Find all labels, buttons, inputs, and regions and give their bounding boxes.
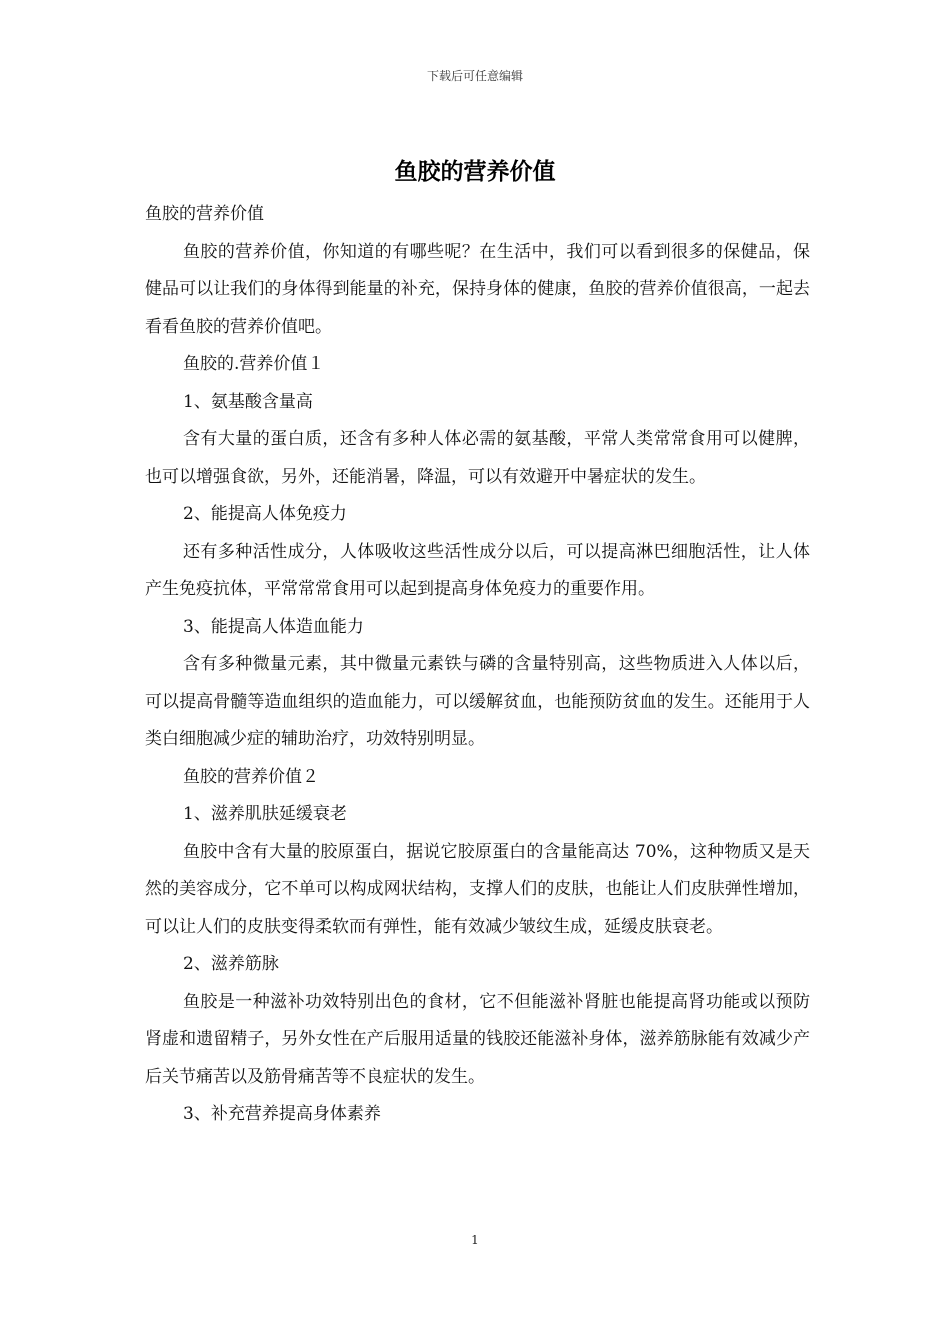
document-title: 鱼胶的营养价值 (394, 158, 556, 185)
subheading-hematopoiesis: 3、能提高人体造血能力 (183, 616, 364, 637)
subheading-tendons: 2、滋养筋脉 (183, 954, 279, 974)
subheading-amino-acid: 1、氨基酸含量高 (183, 391, 313, 412)
paragraph-hematopoiesis: 含有多种微量元素，其中微量元素铁与磷的含量特别高，这些物质进入人体以后，可以提高骨髓等造血组织的造血能力，可以缓解贫血，也能预防贫血的发生。还能用于人类白细胞减少症的辅助治疗，功效特别明显。 (145, 654, 810, 749)
section-heading: 鱼胶的营养价值 (145, 204, 264, 224)
subheading-skin: 1、滋养肌肤延缓衰老 (183, 804, 347, 824)
page-header-note: 下载后可任意编辑 (426, 69, 523, 83)
intro-paragraph: 鱼胶的营养价值，你知道的有哪些呢？在生活中，我们可以看到很多的保健品，保健品可以让我们的身体得到能量的补充，保持身体的健康，鱼胶的营养价值很高，一起去看看鱼胶的营养价值吧。 (145, 241, 810, 337)
subheading-immunity: 2、能提高人体免疫力 (183, 504, 347, 524)
document-body (145, 196, 810, 1134)
subheading-nutrition: 3、补充营养提高身体素养 (183, 1104, 381, 1124)
section-heading-value-2: 鱼胶的营养价值２ (183, 766, 319, 787)
section-heading-value-1: 鱼胶的.营养价值１ (183, 354, 325, 374)
paragraph-amino-acid: 含有大量的蛋白质，还含有多种人体必需的氨基酸，平常人类常常食用可以健脾，也可以增强食欲，另外，还能消暑，降温，可以有效避开中暑症状的发生。 (145, 429, 810, 487)
paragraph-skin: 鱼胶中含有大量的胶原蛋白，据说它胶原蛋白的含量能高达 70%，这种物质又是天然的美容成分，它不单可以构成网状结构，支撑人们的皮肤，也能让人们皮肤弹性增加，可以让人们的皮肤变得柔软而有弹性，能有效减少皱纹生成，延缓皮肤衰老。 (145, 841, 810, 937)
paragraph-immunity: 还有多种活性成分，人体吸收这些活性成分以后，可以提高淋巴细胞活性，让人体产生免疫抗体，平常常常食用可以起到提高身体免疫力的重要作用。 (145, 541, 810, 599)
page-number: 1 (471, 1233, 479, 1247)
paragraph-tendons: 鱼胶是一种滋补功效特别出色的食材，它不但能滋补肾脏也能提高肾功能或以预防肾虚和遗留精子，另外女性在产后服用适量的钱胶还能滋补身体，滋养筋脉能有效减少产后关节痛苦以及筋骨痛苦等不良症状的发生。 (145, 991, 810, 1087)
